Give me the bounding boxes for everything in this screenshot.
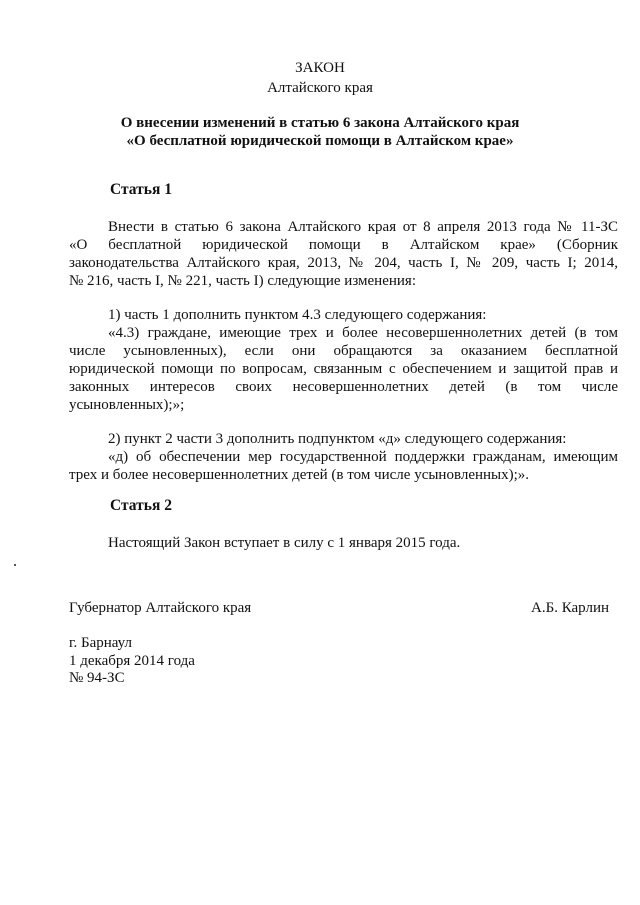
footer-date: 1 декабря 2014 года (69, 653, 195, 669)
signature-name: А.Б. Карлин (531, 600, 610, 616)
article-1-intro-line-3: законодательства Алтайского края, 2013, № 204, часть I, № 209, часть I; 2014, (69, 255, 618, 271)
article-1-item-1-line-5: усыновленных);»; (69, 397, 185, 413)
article-1-item-2-lead: 2) пункт 2 части 3 дополнить подпунктом «д» следующего содержания: (108, 431, 567, 447)
article-1-item-1-line-2: числе усыновленных), если они обращаются за оказанием бесплатной (69, 343, 618, 359)
footer-number: № 94-ЗС (69, 670, 125, 686)
article-1-intro-line-1: Внести в статью 6 закона Алтайского края от 8 апреля 2013 года № 11-ЗС (108, 219, 618, 235)
article-2-heading: Статья 2 (110, 497, 172, 514)
article-1-heading: Статья 1 (110, 181, 172, 198)
article-1-intro-line-2: «О бесплатной юридической помощи в Алтайском крае» (Сборник (69, 237, 618, 253)
article-1-item-1-lead: 1) часть 1 дополнить пунктом 4.3 следующего содержания: (108, 307, 487, 323)
article-1-item-2-line-1: «д) об обеспечении мер государственной поддержки гражданам, имеющим (108, 449, 618, 465)
footer-city: г. Барнаул (69, 635, 132, 651)
law-title-line-1: О внесении изменений в статью 6 закона Алтайского края (120, 115, 520, 131)
law-title-line-2: «О бесплатной юридической помощи в Алтайском крае» (126, 133, 514, 149)
article-1-item-1-line-1: «4.3) граждане, имеющие трех и более несовершеннолетних детей (в том (108, 325, 618, 341)
article-1-intro-line-4: № 216, часть I, № 221, часть I) следующие изменения: (69, 273, 416, 289)
law-region: Алтайского края (267, 80, 373, 96)
article-1-item-1-line-3: юридической помощи по вопросам, связанным с обеспечением и защитой прав и (69, 361, 618, 377)
law-kind: ЗАКОН (295, 60, 345, 76)
article-1-item-2-line-2: трех и более несовершеннолетних детей (в том числе усыновленных);». (69, 467, 530, 483)
article-2-text: Настоящий Закон вступает в силу с 1 января 2015 года. (108, 535, 461, 551)
signature-position: Губернатор Алтайского края (69, 600, 252, 616)
scan-speck (14, 564, 16, 566)
article-1-item-1-line-4: законных интересов своих несовершеннолетних детей (в том числе (69, 379, 618, 395)
